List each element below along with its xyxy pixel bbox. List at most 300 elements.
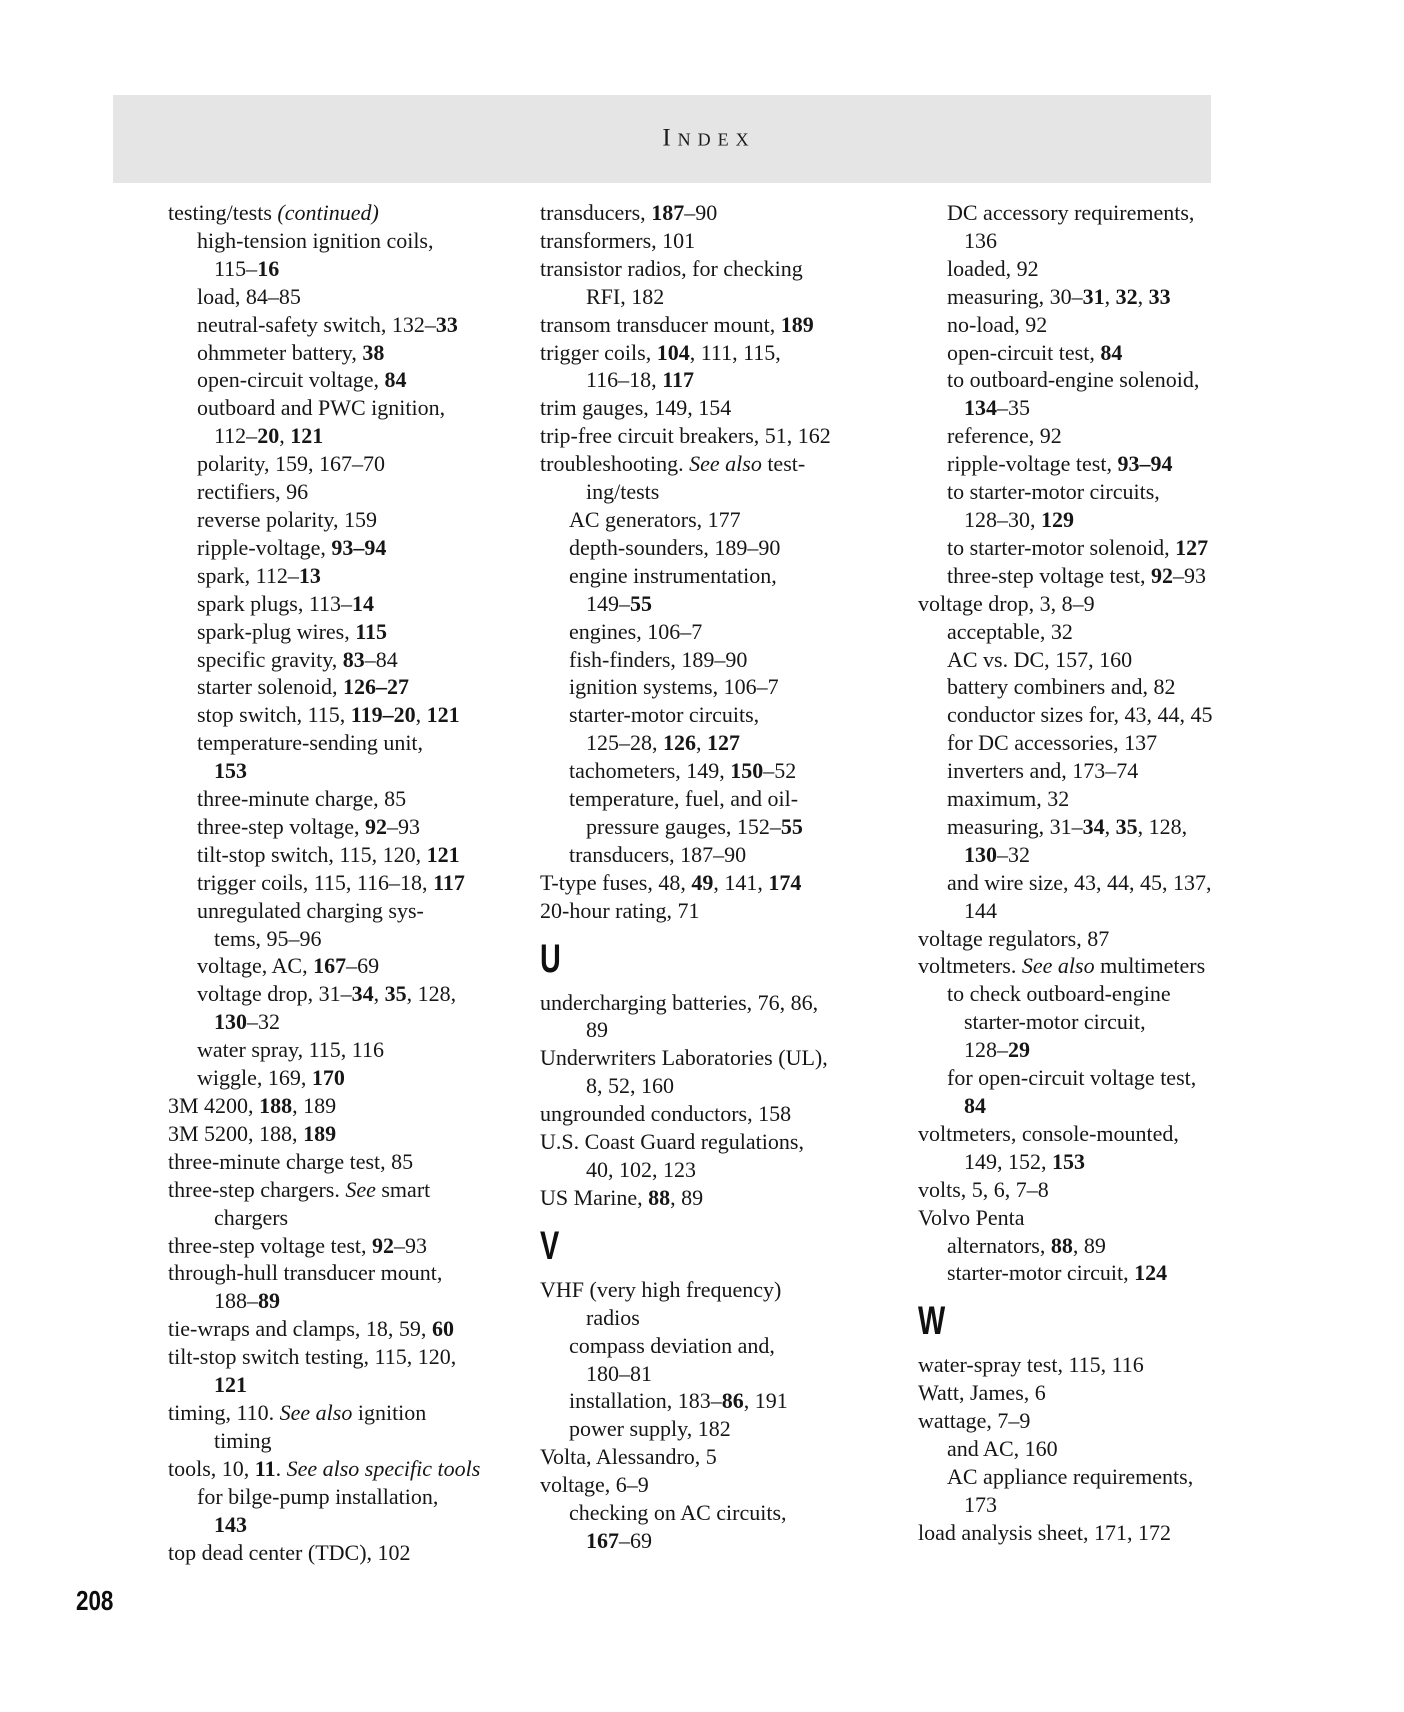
index-entry-line — [918, 1491, 1286, 1519]
index-entry-line — [168, 1399, 536, 1427]
entry-text-run: See also specific tools — [286, 1455, 481, 1481]
entry-text-run: 189 — [780, 311, 814, 337]
entry-text-run: for open-circuit voltage test, — [947, 1065, 1197, 1091]
entry-text-run: , 89 — [1072, 1232, 1106, 1258]
index-entry-line — [540, 785, 908, 813]
index-entry-line — [918, 646, 1286, 674]
entry-text-run: three-step voltage test, — [168, 1232, 373, 1258]
entry-text-run: 29 — [1008, 1037, 1030, 1063]
entry-text-run: and AC, 160 — [947, 1436, 1058, 1462]
index-entry-line — [168, 673, 536, 701]
index-entry-line — [168, 757, 536, 785]
entry-text-run: troubleshooting. — [540, 451, 690, 477]
index-entry-line — [918, 757, 1286, 785]
entry-text-run: 104 — [656, 339, 690, 365]
index-entry-line — [168, 1232, 536, 1260]
index-entry-line — [540, 450, 908, 478]
entry-text-run: water-spray test, 115, 116 — [918, 1352, 1144, 1378]
entry-text-run: 115 — [355, 618, 388, 644]
entry-text-run: 134 — [964, 395, 997, 421]
index-entry-line — [918, 1092, 1286, 1120]
entry-text-run: starter solenoid, — [197, 674, 344, 700]
entry-text-run: three-step voltage test, — [947, 562, 1152, 588]
entry-text-run: load, 84–85 — [197, 283, 301, 309]
index-entry-line — [918, 339, 1286, 367]
entry-text-run: maximum, 32 — [947, 786, 1070, 812]
entry-text-run: 127 — [707, 730, 740, 756]
index-entry-line — [168, 1455, 536, 1483]
entry-text-run: , — [415, 702, 427, 728]
entry-text-run: –93 — [1173, 562, 1207, 588]
index-entry-line — [540, 1471, 908, 1499]
entry-text-run: temperature, fuel, and oil- — [569, 786, 799, 812]
index-entry-line — [540, 422, 908, 450]
entry-text-run: volts, 5, 6, 7–8 — [918, 1176, 1049, 1202]
entry-text-run: –52 — [763, 758, 797, 784]
entry-text-run: (continued) — [277, 200, 379, 225]
entry-text-run: 92 — [1151, 562, 1174, 588]
entry-text-run: timing, 110. — [168, 1399, 280, 1425]
index-entry-line — [918, 1379, 1286, 1407]
entry-text-run: tie-wraps and clamps, 18, 59, — [168, 1316, 432, 1342]
index-entry-line — [540, 1332, 908, 1360]
entry-text-run: high-tension ignition coils, — [197, 227, 434, 253]
entry-text-run: spark-plug wires, — [197, 618, 356, 644]
index-entry-line — [918, 255, 1286, 283]
entry-text-run: VHF (very high frequency) — [540, 1276, 782, 1302]
index-entry-line — [540, 1360, 908, 1388]
entry-text-run: inverters and, 173–74 — [947, 758, 1139, 784]
index-entry-line — [168, 952, 536, 980]
entry-text-run: 188– — [214, 1288, 258, 1314]
entry-text-run: 13 — [298, 562, 321, 588]
entry-text-run: power supply, 182 — [569, 1416, 731, 1442]
entry-text-run: 33 — [1148, 283, 1171, 309]
index-entry-line — [918, 897, 1286, 925]
index-entry-line — [168, 1148, 536, 1176]
index-entry-line — [168, 1539, 536, 1567]
entry-text-run: AC vs. DC, 157, 160 — [947, 646, 1133, 672]
entry-text-run: 88 — [648, 1184, 671, 1210]
entry-text-run: trip-free circuit breakers, 51, 162 — [540, 423, 831, 449]
entry-text-run: 121 — [426, 841, 460, 867]
index-entry-line — [540, 813, 908, 841]
index-entry-line — [540, 1415, 908, 1443]
entry-text-run: 34 — [1082, 813, 1105, 839]
entry-text-run: radios — [586, 1304, 640, 1330]
index-entry-line — [918, 785, 1286, 813]
entry-text-run: Volvo Penta — [918, 1204, 1025, 1230]
index-entry-line — [540, 311, 908, 339]
entry-text-run: starter-motor circuits, — [569, 702, 760, 728]
entry-text-run: , 141, — [713, 869, 769, 895]
entry-text-run: 93–94 — [1117, 451, 1173, 477]
entry-text-run: polarity, 159, 167–70 — [197, 451, 385, 477]
entry-text-run: 121 — [426, 702, 460, 728]
entry-text-run: acceptable, 32 — [947, 618, 1073, 644]
entry-text-run: tems, 95–96 — [214, 925, 322, 951]
entry-text-run: –90 — [684, 200, 718, 225]
entry-text-run: 130 — [214, 1009, 247, 1035]
entry-text-run: 121 — [290, 423, 324, 449]
index-entry-line — [918, 283, 1286, 311]
entry-text-run: spark, 112– — [197, 562, 299, 588]
index-entry-line — [540, 199, 908, 227]
index-entry-line — [168, 729, 536, 757]
entry-text-run: 31 — [1082, 283, 1105, 309]
index-entry-line — [540, 562, 908, 590]
entry-text-run: ohmmeter battery, — [197, 339, 363, 365]
index-entry-line — [918, 1008, 1286, 1036]
entry-text-run: –32 — [247, 1009, 280, 1035]
entry-text-run: 35 — [384, 981, 407, 1007]
index-entry-line — [918, 673, 1286, 701]
entry-text-run: ungrounded conductors, 158 — [540, 1101, 792, 1127]
entry-text-run: specific gravity, — [197, 646, 343, 672]
index-entry-line — [918, 1435, 1286, 1463]
entry-text-run: 126 — [663, 730, 696, 756]
entry-text-run: –69 — [346, 953, 380, 979]
index-entry-line — [918, 590, 1286, 618]
index-entry-line — [540, 394, 908, 422]
index-entry-line — [918, 422, 1286, 450]
entry-text-run: temperature-sending unit, — [197, 730, 424, 756]
section-heading-u — [540, 936, 908, 981]
index-entry-line — [540, 227, 908, 255]
entry-text-run: tilt-stop switch testing, 115, 120, — [168, 1344, 457, 1370]
index-entry-line — [540, 590, 908, 618]
entry-text-run: ignition systems, 106–7 — [569, 674, 779, 700]
entry-text-run: three-minute charge, 85 — [197, 786, 407, 812]
index-column-right — [918, 199, 1286, 1547]
entry-text-run: through-hull transducer mount, — [168, 1260, 443, 1286]
index-entry-line — [540, 757, 908, 785]
entry-text-run: 55 — [780, 813, 803, 839]
entry-text-run: 84 — [1100, 339, 1123, 365]
index-entry-line — [540, 1044, 908, 1072]
entry-text-run: 38 — [362, 339, 385, 365]
section-letter: W — [918, 1299, 946, 1344]
index-entry-line — [168, 1036, 536, 1064]
entry-text-run: 153 — [214, 758, 247, 784]
index-entry-line — [918, 1120, 1286, 1148]
entry-text-run: , 89 — [670, 1184, 704, 1210]
entry-text-run: wiggle, 169, — [197, 1065, 312, 1091]
index-entry-line — [168, 590, 536, 618]
index-entry-line — [918, 1519, 1286, 1547]
entry-text-run: open-circuit test, — [947, 339, 1101, 365]
entry-text-run: 86 — [721, 1388, 744, 1414]
entry-text-run: for bilge-pump installation, — [197, 1483, 439, 1509]
entry-text-run: 34 — [351, 981, 374, 1007]
entry-text-run: , — [1104, 813, 1116, 839]
entry-text-run: to starter-motor circuits, — [947, 479, 1160, 505]
entry-text-run: to outboard-engine solenoid, — [947, 367, 1200, 393]
entry-text-run: top dead center (TDC), 102 — [168, 1539, 411, 1565]
entry-text-run: fish-finders, 189–90 — [569, 646, 748, 672]
page-header — [113, 95, 1211, 183]
entry-text-run: 143 — [214, 1511, 247, 1537]
index-entry-line — [168, 562, 536, 590]
entry-text-run: 84 — [384, 367, 407, 393]
index-entry-line — [168, 1287, 536, 1315]
entry-text-run: 130 — [964, 841, 997, 867]
entry-text-run: US Marine, — [540, 1184, 649, 1210]
entry-text-run: transducers, 187–90 — [569, 841, 747, 867]
index-entry-line — [918, 1176, 1286, 1204]
index-entry-line — [168, 506, 536, 534]
index-entry-line — [168, 1371, 536, 1399]
section-heading-w — [918, 1299, 1286, 1344]
index-entry-line — [918, 366, 1286, 394]
index-entry-line — [540, 1527, 908, 1555]
index-entry-line — [540, 534, 908, 562]
index-entry-line — [540, 869, 908, 897]
index-entry-line — [168, 925, 536, 953]
entry-text-run: compass deviation and, — [569, 1332, 775, 1358]
entry-text-run: ing/tests — [586, 479, 660, 505]
entry-text-run: –32 — [997, 841, 1030, 867]
page-title: Index — [662, 124, 756, 152]
entry-text-run: 83 — [342, 646, 365, 672]
entry-text-run: 128– — [964, 1037, 1008, 1063]
entry-text-run: alternators, — [947, 1232, 1051, 1258]
entry-text-run: installation, 183– — [569, 1388, 722, 1414]
index-entry-line — [168, 255, 536, 283]
index-entry-line — [540, 1016, 908, 1044]
entry-text-run: 129 — [1041, 506, 1074, 532]
index-entry-line — [168, 1427, 536, 1455]
index-entry-line — [168, 1204, 536, 1232]
index-entry-line — [918, 869, 1286, 897]
index-entry-line — [918, 1259, 1286, 1287]
index-entry-line — [168, 1259, 536, 1287]
entry-text-run: 20 — [257, 423, 280, 449]
entry-text-run: 136 — [964, 227, 997, 253]
entry-text-run: 125–28, — [586, 730, 663, 756]
entry-text-run: trim gauges, 149, 154 — [540, 395, 732, 421]
entry-text-run: spark plugs, 113– — [197, 590, 353, 616]
index-entry-line — [918, 1232, 1286, 1260]
page-number — [76, 1586, 123, 1616]
index-entry-line — [168, 450, 536, 478]
page-number-text: 208 — [76, 1585, 114, 1616]
index-entry-line — [918, 478, 1286, 506]
entry-text-run: , 191 — [743, 1388, 788, 1414]
entry-text-run: AC appliance requirements, — [947, 1463, 1194, 1489]
entry-text-run: battery combiners and, 82 — [947, 674, 1176, 700]
index-entry-line — [168, 1120, 536, 1148]
index-entry-line — [918, 562, 1286, 590]
entry-text-run: U.S. Coast Guard regulations, — [540, 1129, 804, 1155]
entry-text-run: 84 — [964, 1093, 986, 1118]
entry-text-run: –35 — [997, 395, 1030, 421]
entry-text-run: and wire size, 43, 44, 45, 137, — [947, 869, 1212, 895]
entry-text-run: ripple-voltage test, — [947, 451, 1118, 477]
entry-text-run: 167 — [313, 953, 347, 979]
index-entry-line — [540, 255, 908, 283]
entry-text-run: –69 — [619, 1527, 652, 1553]
entry-text-run: . — [275, 1455, 287, 1481]
entry-text-run: 20-hour rating, 71 — [540, 897, 700, 923]
entry-text-run: AC generators, 177 — [569, 506, 741, 532]
entry-text-run: 128–30, — [964, 506, 1041, 532]
index-entry-line — [918, 199, 1286, 227]
index-entry-line — [540, 1276, 908, 1304]
entry-text-run: trigger coils, 115, 116–18, — [197, 869, 434, 895]
entry-text-run: , — [373, 981, 385, 1007]
entry-text-run: 60 — [431, 1316, 454, 1342]
index-entry-line — [168, 701, 536, 729]
index-entry-line — [168, 618, 536, 646]
index-entry-line — [168, 1483, 536, 1511]
index-entry-line — [918, 311, 1286, 339]
entry-text-run: transformers, 101 — [540, 227, 696, 253]
entry-text-run: 55 — [630, 590, 652, 616]
entry-text-run: 124 — [1134, 1260, 1168, 1286]
index-entry-line — [540, 618, 908, 646]
index-entry-line — [168, 869, 536, 897]
entry-text-run: 121 — [214, 1372, 247, 1398]
entry-text-run: 112– — [214, 423, 258, 449]
index-entry-line — [918, 980, 1286, 1008]
index-entry-line — [918, 1064, 1286, 1092]
index-entry-line — [918, 227, 1286, 255]
index-entry-line — [540, 841, 908, 869]
index-entry-line — [168, 366, 536, 394]
index-entry-line — [168, 1008, 536, 1036]
entry-text-run: 149, 152, — [964, 1148, 1052, 1174]
entry-text-run: , 128, — [1137, 813, 1188, 839]
entry-text-run: ignition — [352, 1399, 427, 1425]
index-entry-line — [168, 1343, 536, 1371]
entry-text-run: 93–94 — [331, 534, 387, 560]
entry-text-run: DC accessory requirements, — [947, 200, 1195, 225]
entry-text-run: 150 — [730, 758, 764, 784]
entry-text-run: for DC accessories, 137 — [947, 730, 1158, 756]
index-entry-line — [168, 311, 536, 339]
index-entry-line — [168, 1092, 536, 1120]
entry-text-run: , 189 — [292, 1093, 337, 1118]
entry-text-run: 189 — [303, 1120, 337, 1146]
entry-text-run: 88 — [1050, 1232, 1073, 1258]
index-entry-line — [918, 813, 1286, 841]
index-entry-line — [918, 1351, 1286, 1379]
entry-text-run: 3M 4200, — [168, 1093, 260, 1118]
index-entry-line — [168, 785, 536, 813]
entry-text-run: , 111, 115, — [689, 339, 781, 365]
entry-text-run: See also — [689, 451, 762, 477]
index-entry-line — [540, 478, 908, 506]
entry-text-run: voltage drop, 3, 8–9 — [918, 590, 1095, 616]
entry-text-run: 92 — [372, 1232, 395, 1258]
entry-text-run: load analysis sheet, 171, 172 — [918, 1519, 1171, 1545]
index-entry-line — [918, 506, 1286, 534]
index-entry-line — [540, 506, 908, 534]
entry-text-run: measuring, 30– — [947, 283, 1083, 309]
index-entry-line — [540, 729, 908, 757]
entry-text-run: , — [1137, 283, 1149, 309]
entry-text-run: tools, 10, — [168, 1455, 255, 1481]
index-entry-line — [168, 980, 536, 1008]
entry-text-run: voltmeters. — [918, 953, 1022, 979]
entry-text-run: voltage, AC, — [197, 953, 314, 979]
entry-text-run: 14 — [352, 590, 375, 616]
index-entry-line — [168, 478, 536, 506]
entry-text-run: 126–27 — [343, 674, 410, 700]
entry-text-run: depth-sounders, 189–90 — [569, 534, 781, 560]
index-entry-line — [540, 989, 908, 1017]
index-entry-line — [540, 673, 908, 701]
entry-text-run: Volta, Alessandro, 5 — [540, 1444, 717, 1470]
index-entry-line — [540, 1156, 908, 1184]
entry-text-run: 3M 5200, 188, — [168, 1120, 304, 1146]
entry-text-run: See also — [279, 1399, 353, 1425]
entry-text-run: outboard and PWC ignition, — [197, 395, 446, 421]
index-entry-line — [168, 1315, 536, 1343]
index-entry-line — [540, 646, 908, 674]
entry-text-run: engines, 106–7 — [569, 618, 703, 644]
entry-text-run: 8, 52, 160 — [586, 1073, 674, 1099]
entry-text-run: testing/tests — [168, 200, 278, 225]
entry-text-run: , 128, — [406, 981, 457, 1007]
entry-text-run: three-step chargers. — [168, 1176, 346, 1202]
index-entry-line — [168, 394, 536, 422]
entry-text-run: voltmeters, console-mounted, — [918, 1120, 1179, 1146]
entry-text-run: 117 — [662, 367, 694, 393]
entry-text-run: to check outboard-engine — [947, 981, 1171, 1007]
entry-text-run: ripple-voltage, — [197, 534, 332, 560]
entry-text-run: voltage drop, 31– — [197, 981, 352, 1007]
entry-text-run: 170 — [311, 1065, 345, 1091]
entry-text-run: engine instrumentation, — [569, 562, 777, 588]
entry-text-run: , — [696, 730, 707, 756]
entry-text-run: 174 — [768, 869, 802, 895]
index-entry-line — [540, 701, 908, 729]
index-entry-line — [918, 1036, 1286, 1064]
index-entry-line — [540, 1072, 908, 1100]
index-entry-line — [168, 227, 536, 255]
index-entry-line — [168, 1176, 536, 1204]
index-entry-line — [918, 729, 1286, 757]
entry-text-run: RFI, 182 — [586, 283, 665, 309]
section-letter: U — [540, 936, 561, 981]
entry-text-run: transom transducer mount, — [540, 311, 781, 337]
entry-text-run: chargers — [214, 1204, 289, 1230]
index-entry-line — [540, 1100, 908, 1128]
entry-text-run: –93 — [394, 1232, 428, 1258]
entry-text-run: pressure gauges, 152– — [586, 813, 781, 839]
entry-text-run: 49 — [691, 869, 714, 895]
entry-text-run: 127 — [1175, 534, 1209, 560]
entry-text-run: See also — [1021, 953, 1095, 979]
index-entry-line — [168, 813, 536, 841]
entry-text-run: 89 — [586, 1017, 608, 1043]
index-entry-line — [540, 897, 908, 925]
index-column-center — [540, 199, 908, 1555]
index-entry-line — [168, 422, 536, 450]
index-entry-line — [918, 1148, 1286, 1176]
index-entry-line — [540, 1443, 908, 1471]
entry-text-run: 119–20 — [350, 702, 416, 728]
index-entry-line — [168, 841, 536, 869]
entry-text-run: starter-motor circuit, — [964, 1009, 1146, 1035]
entry-text-run: 92 — [365, 813, 387, 839]
entry-text-run: timing — [214, 1427, 272, 1453]
section-heading-v — [540, 1223, 908, 1268]
entry-text-run: undercharging batteries, 76, 86, — [540, 989, 819, 1015]
index-entry-line — [540, 1304, 908, 1332]
